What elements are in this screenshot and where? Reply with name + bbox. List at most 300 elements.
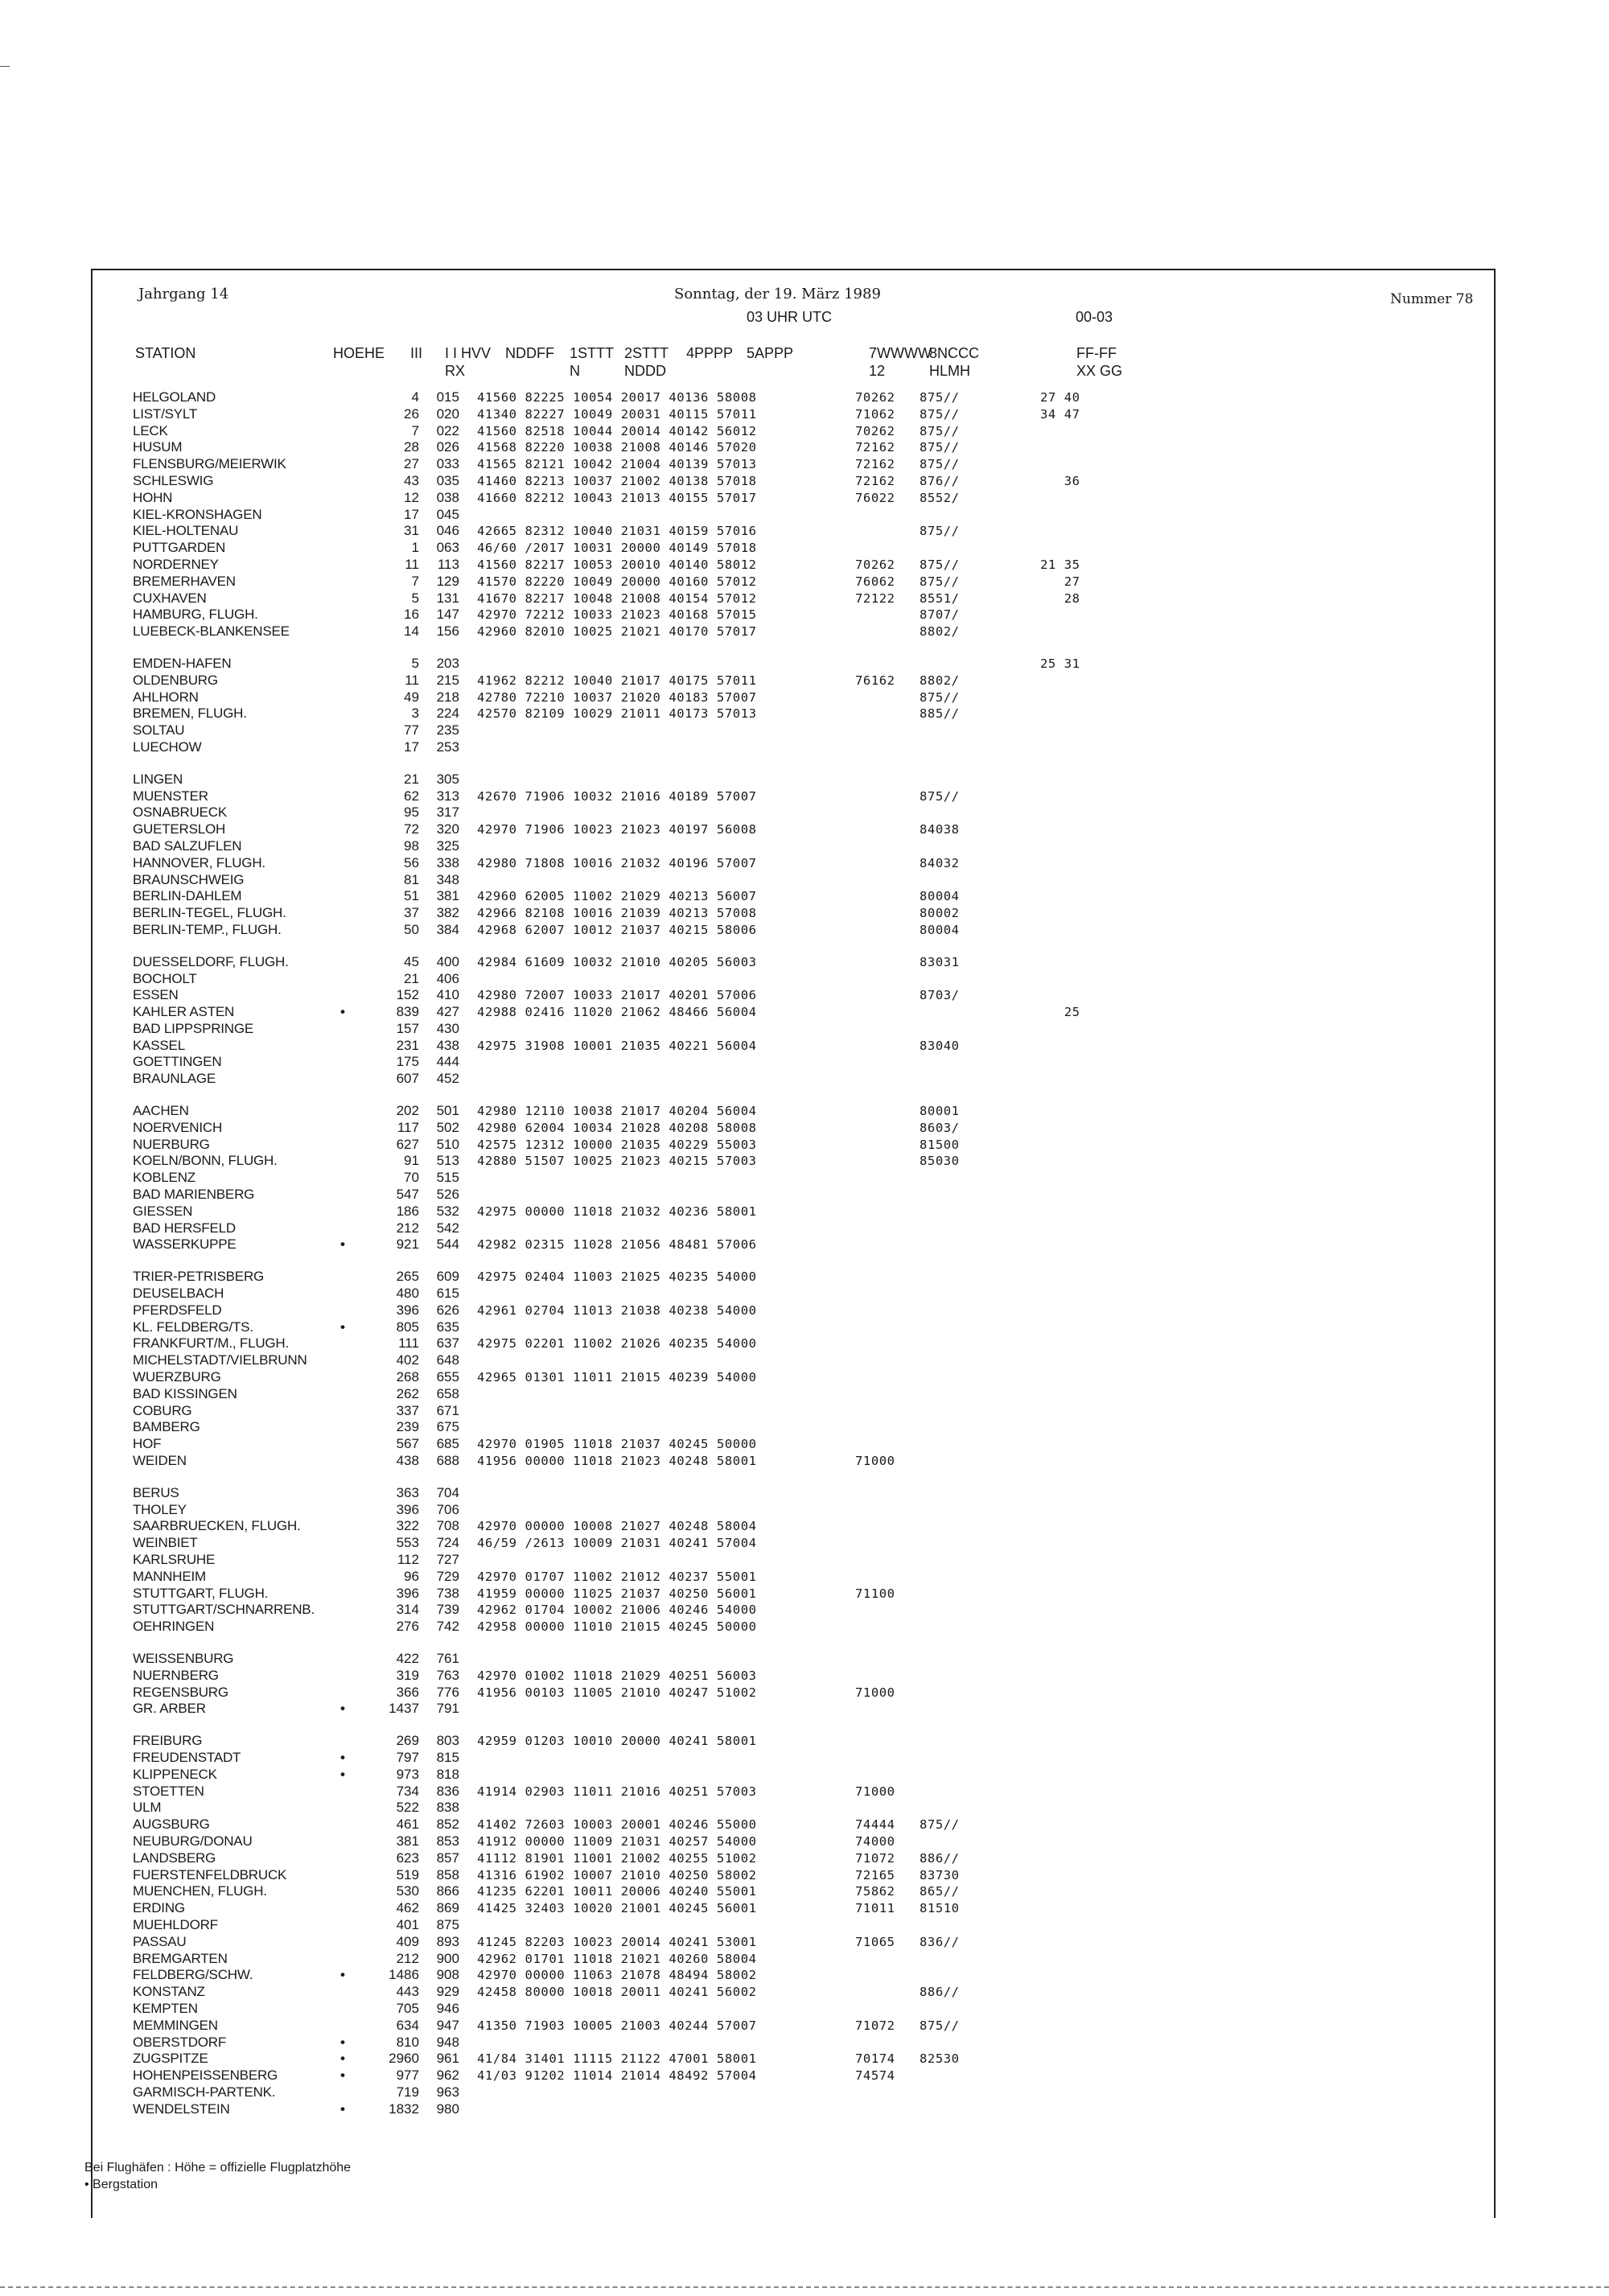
station-height: 480: [396, 1286, 419, 1302]
mountain-station-marker: [315, 1220, 371, 1237]
mountain-station-marker: [315, 1518, 371, 1535]
station-index: 761: [436, 1650, 459, 1666]
station-height: 522: [396, 1800, 419, 1816]
synop-groups: 42970 71906 10023 21023 40197 56008: [476, 822, 757, 837]
station-index: 313: [436, 788, 459, 804]
cloud-group: [920, 1733, 1016, 1750]
gust-group: [1016, 1120, 1105, 1137]
station-name: BAD SALZUFLEN: [133, 837, 242, 854]
gust-group: [1016, 838, 1105, 855]
station-height: 17: [404, 739, 419, 755]
gust-group: [1016, 1419, 1105, 1436]
table-row: [133, 855, 1105, 872]
station-name: KAHLER ASTEN: [133, 1004, 235, 1020]
synop-groups: 41670 82217 10048 21008 40154 57012: [476, 590, 757, 606]
synop-groups: 42570 82109 10029 21011 40173 57013: [476, 706, 757, 722]
mountain-station-marker: [315, 1569, 371, 1586]
table-row: [133, 1302, 1105, 1319]
station-name: STUTTGART/SCHNARRENB.: [133, 1602, 315, 1618]
station-name: FUERSTENFELDBRUCK: [133, 1866, 287, 1882]
gust-group: [1016, 1204, 1105, 1220]
station-height: 1832: [389, 2101, 419, 2117]
mountain-station-marker: [315, 1103, 371, 1120]
station-name: FREUDENSTADT: [133, 1749, 241, 1765]
mountain-station-marker: [315, 2001, 371, 2018]
cloud-group: [920, 1319, 1016, 1336]
mountain-station-marker: [315, 706, 371, 722]
table-row: [133, 1319, 1105, 1336]
station-height: 268: [396, 1369, 419, 1385]
weather-group: [855, 1619, 920, 1636]
cloud-group: [920, 2084, 1016, 2101]
weather-group: [855, 1733, 920, 1750]
group-spacer: [133, 1470, 1105, 1485]
synop-groups: 41402 72603 10003 20001 40246 55000: [476, 1817, 757, 1833]
mountain-station-marker: [315, 1917, 371, 1934]
mountain-station-marker: •: [339, 1766, 345, 1782]
gust-group: [1016, 1302, 1105, 1319]
cloud-group: 80004: [919, 922, 960, 937]
synop-groups: 41570 82220 10049 20000 40160 57012: [476, 574, 757, 589]
gust-group: [1016, 2051, 1105, 2068]
cloud-group: 83730: [919, 1867, 960, 1882]
mountain-station-marker: [315, 1453, 371, 1470]
gust-group: [1016, 2035, 1105, 2051]
station-height: 28: [404, 439, 419, 455]
synop-groups: 41235 62201 10011 20006 40240 55001: [476, 1884, 757, 1899]
table-row: [133, 1833, 1105, 1850]
station-name: STUTTGART, FLUGH.: [133, 1585, 269, 1601]
weather-group: [855, 1750, 920, 1767]
weather-group: [855, 1038, 920, 1055]
cloud-group: 875//: [919, 406, 960, 422]
station-height: 56: [404, 854, 419, 870]
station-name: NEUBURG/DONAU: [133, 1833, 253, 1849]
gust-group: [1016, 1352, 1105, 1369]
table-row: [133, 1403, 1105, 1420]
station-name: LUEBECK-BLANKENSEE: [133, 623, 290, 640]
synop-groups: 41340 82227 10049 20031 40115 57011: [476, 406, 757, 422]
cloud-group: [920, 1518, 1016, 1535]
station-height: 70: [404, 1170, 419, 1186]
table-row: [133, 1850, 1105, 1867]
cloud-group: 8802/: [919, 624, 960, 640]
group-spacer: [133, 1088, 1105, 1103]
station-index: 452: [436, 1071, 459, 1087]
station-height: 239: [396, 1419, 419, 1435]
station-height: 81: [404, 871, 419, 887]
gust-group: [1016, 1800, 1105, 1817]
cloud-group: [920, 1403, 1016, 1420]
station-index: 688: [436, 1453, 459, 1469]
station-index: 320: [436, 821, 459, 837]
station-index: 724: [436, 1535, 459, 1551]
mountain-station-marker: [315, 574, 371, 590]
synop-groups: [466, 1701, 855, 1718]
station-height: 21: [404, 771, 419, 787]
cloud-group: [920, 507, 1016, 524]
table-row: [133, 623, 1105, 640]
table-row: [133, 1453, 1105, 1470]
synop-groups: 42980 62004 10034 21028 40208 58008: [476, 1120, 757, 1135]
table-row: [133, 1485, 1105, 1502]
mountain-station-marker: [315, 739, 371, 756]
station-index: 763: [436, 1667, 459, 1683]
table-row: [133, 1369, 1105, 1386]
cloud-group: [920, 1386, 1016, 1403]
synop-groups: 41568 82220 10038 21008 40146 57020: [476, 440, 757, 455]
station-index: 338: [436, 854, 459, 870]
station-index: 675: [436, 1419, 459, 1435]
station-index: 948: [436, 2034, 459, 2050]
station-name: PFERDSFELD: [133, 1302, 222, 1318]
cloud-group: [920, 2035, 1016, 2051]
gust-group: [1016, 2084, 1105, 2101]
station-name: AUGSBURG: [133, 1817, 210, 1833]
synop-groups: 42982 02315 11028 21056 48481 57006: [476, 1237, 757, 1253]
station-name: MANNHEIM: [133, 1568, 206, 1584]
cloud-group: [920, 1220, 1016, 1237]
station-name: PUTTGARDEN: [133, 540, 226, 556]
gust-group: [1016, 1386, 1105, 1403]
gust-group: [1016, 1733, 1105, 1750]
gust-group: [1016, 1286, 1105, 1302]
station-height: 567: [396, 1436, 419, 1452]
mountain-station-marker: [315, 1302, 371, 1319]
gust-group: [1016, 523, 1105, 540]
synop-groups: [466, 1021, 855, 1038]
station-name: FREIBURG: [133, 1733, 203, 1749]
column-header-5appp: 5APPP: [747, 345, 794, 361]
weather-group: 72165: [854, 1867, 895, 1882]
station-name: KLIPPENECK: [133, 1766, 217, 1782]
station-index: 022: [436, 422, 459, 438]
weather-group: [855, 2101, 920, 2118]
table-row: [133, 1934, 1105, 1951]
weather-group: [855, 1137, 920, 1154]
cloud-group: [920, 1453, 1016, 1470]
cloud-group: [920, 1436, 1016, 1453]
station-height: 5: [411, 590, 419, 606]
gust-group: [1016, 1784, 1105, 1800]
cloud-group: 875//: [919, 689, 960, 705]
station-table: [133, 389, 1105, 2118]
table-row: [133, 1352, 1105, 1369]
table-row: [133, 722, 1105, 739]
table-row: [133, 1767, 1105, 1784]
weather-group: [855, 1103, 920, 1120]
station-height: 396: [396, 1585, 419, 1601]
gust-group: [1016, 1335, 1105, 1352]
mountain-station-marker: [315, 507, 371, 524]
station-name: KIEL-HOLTENAU: [133, 523, 239, 539]
station-height: 366: [396, 1684, 419, 1700]
weather-group: [855, 1335, 920, 1352]
cloud-group: 875//: [919, 574, 960, 589]
gust-group: 36: [1039, 473, 1080, 488]
mountain-station-marker: [315, 1502, 371, 1519]
mountain-station-marker: [315, 1386, 371, 1403]
synop-groups: 41962 82212 10040 21017 40175 57011: [476, 673, 757, 688]
gust-group: [1016, 1369, 1105, 1386]
gust-group: [1016, 540, 1105, 557]
table-row: [133, 821, 1105, 838]
station-name: OLDENBURG: [133, 672, 218, 688]
gust-group: [1016, 888, 1105, 905]
station-height: 438: [396, 1453, 419, 1469]
station-name: BERUS: [133, 1484, 179, 1500]
station-height: 623: [396, 1850, 419, 1866]
station-index: 510: [436, 1136, 459, 1152]
station-height: 973: [396, 1766, 419, 1782]
station-index: 348: [436, 871, 459, 887]
weather-group: 76162: [854, 673, 895, 688]
gust-group: [1016, 954, 1105, 971]
table-row: [133, 2101, 1105, 2118]
station-name: BAD KISSINGEN: [133, 1385, 237, 1401]
column-header-8nccc: 8NCCC HLMH: [929, 345, 980, 379]
mountain-station-marker: [315, 406, 371, 423]
station-index: 038: [436, 489, 459, 505]
station-name: BOCHOLT: [133, 970, 197, 986]
station-height: 17: [404, 506, 419, 522]
table-row: [133, 1883, 1105, 1900]
cloud-group: [920, 1784, 1016, 1800]
table-row: [133, 523, 1105, 540]
weather-group: [855, 722, 920, 739]
station-name: WUERZBURG: [133, 1369, 221, 1385]
station-index: 706: [436, 1501, 459, 1517]
table-row: [133, 1170, 1105, 1187]
weather-group: [855, 788, 920, 805]
table-row: [133, 1651, 1105, 1668]
table-row: [133, 590, 1105, 607]
station-height: 175: [396, 1054, 419, 1070]
column-header-ihvv: I I HVV RX: [445, 345, 492, 379]
station-name: ESSEN: [133, 987, 179, 1003]
table-row: [133, 2035, 1105, 2051]
gust-group: [1016, 1137, 1105, 1154]
weather-group: 72162: [854, 440, 895, 455]
cloud-group: [920, 2101, 1016, 2118]
weather-group: [855, 1153, 920, 1170]
gust-group: [1016, 1867, 1105, 1884]
gust-group: [1016, 1453, 1105, 1470]
mountain-station-marker: •: [339, 2068, 345, 2084]
mountain-station-marker: [315, 1984, 371, 2001]
weather-group: [855, 1651, 920, 1668]
weather-group: 71065: [854, 1934, 895, 1949]
mountain-station-marker: [315, 821, 371, 838]
cloud-group: [920, 1586, 1016, 1603]
mountain-station-marker: [315, 905, 371, 922]
cloud-group: [920, 1054, 1016, 1071]
weather-group: [855, 971, 920, 988]
station-index: 836: [436, 1783, 459, 1799]
gust-group: 28: [1039, 590, 1080, 606]
station-index: 218: [436, 689, 459, 705]
gust-group: [1016, 1038, 1105, 1055]
table-row: [133, 2084, 1105, 2101]
weather-group: [855, 1984, 920, 2001]
weather-group: [855, 656, 920, 673]
mountain-station-marker: [315, 2018, 371, 2035]
weather-group: 71000: [854, 1685, 895, 1700]
synop-groups: 42988 02416 11020 21062 48466 56004: [476, 1005, 757, 1020]
table-row: [133, 1120, 1105, 1137]
table-row: [133, 490, 1105, 507]
weather-group: [855, 855, 920, 872]
mountain-station-marker: [315, 1369, 371, 1386]
table-row: [133, 872, 1105, 889]
gust-group: [1016, 872, 1105, 889]
table-row: [133, 971, 1105, 988]
weather-group: [855, 1236, 920, 1253]
group-spacer: [133, 1636, 1105, 1651]
cloud-group: [920, 1204, 1016, 1220]
gust-group: [1016, 1750, 1105, 1767]
station-index: 791: [436, 1701, 459, 1717]
synop-groups: [466, 1187, 855, 1204]
mountain-station-marker: •: [339, 1967, 345, 1983]
station-index: 875: [436, 1916, 459, 1932]
station-name: GR. ARBER: [133, 1701, 206, 1717]
synop-groups: 41956 00103 11005 21010 40247 51002: [476, 1685, 757, 1700]
station-height: 797: [396, 1749, 419, 1765]
gust-group: [1016, 1701, 1105, 1718]
synop-groups: [466, 2084, 855, 2101]
mountain-station-marker: [315, 1619, 371, 1636]
station-index: 444: [436, 1054, 459, 1070]
station-height: 77: [404, 722, 419, 739]
weather-group: [855, 872, 920, 889]
mountain-station-marker: [315, 1153, 371, 1170]
station-name: BREMERHAVEN: [133, 573, 236, 589]
cloud-group: [920, 1602, 1016, 1619]
gust-group: [1016, 1071, 1105, 1088]
synop-groups: 42975 02201 11002 21026 40235 54000: [476, 1336, 757, 1352]
mountain-station-marker: •: [339, 1319, 345, 1335]
station-index: 963: [436, 2084, 459, 2100]
gust-group: [1016, 623, 1105, 640]
table-row: [133, 1153, 1105, 1170]
cloud-group: [920, 1335, 1016, 1352]
gust-group: [1016, 1984, 1105, 2001]
station-index: 946: [436, 2000, 459, 2016]
mountain-station-marker: •: [339, 2034, 345, 2050]
station-index: 156: [436, 623, 459, 640]
cloud-group: 81510: [919, 1901, 960, 1916]
margin-mark: [0, 66, 10, 67]
station-index: 544: [436, 1236, 459, 1253]
mountain-station-marker: [315, 1800, 371, 1817]
station-name: KEMPTEN: [133, 2000, 198, 2016]
mountain-station-marker: [315, 1733, 371, 1750]
synop-groups: 42970 72212 10033 21023 40168 57015: [476, 607, 757, 623]
station-height: 2960: [389, 2051, 419, 2067]
volume-label: Jahrgang 14: [138, 286, 229, 302]
mountain-station-marker: [315, 1286, 371, 1302]
weather-group: 71072: [854, 1850, 895, 1866]
gust-group: [1016, 855, 1105, 872]
gust-group: [1016, 2068, 1105, 2084]
station-name: MUENCHEN, FLUGH.: [133, 1883, 267, 1899]
station-index: 501: [436, 1103, 459, 1119]
mountain-station-marker: [315, 1784, 371, 1800]
table-row: [133, 1386, 1105, 1403]
station-index: 400: [436, 953, 459, 969]
station-name: EMDEN-HAFEN: [133, 655, 232, 671]
mountain-station-marker: [315, 607, 371, 623]
synop-groups: [466, 1220, 855, 1237]
station-name: CUXHAVEN: [133, 590, 207, 606]
station-height: 1486: [389, 1967, 419, 1983]
weather-group: [855, 1302, 920, 1319]
station-height: 705: [396, 2000, 419, 2016]
station-index: 858: [436, 1866, 459, 1882]
cloud-group: [920, 1701, 1016, 1718]
mountain-station-marker: [315, 689, 371, 706]
synop-groups: 42958 00000 11010 21015 40245 50000: [476, 1619, 757, 1635]
station-index: 203: [436, 655, 459, 671]
synop-groups: [466, 1502, 855, 1519]
station-name: BRAUNLAGE: [133, 1071, 216, 1087]
cloud-group: 8551/: [919, 590, 960, 606]
gust-group: [1016, 772, 1105, 788]
mountain-station-marker: [315, 1535, 371, 1552]
station-name: AACHEN: [133, 1103, 189, 1119]
station-name: NOERVENICH: [133, 1119, 223, 1135]
station-index: 406: [436, 970, 459, 986]
gust-group: [1016, 1619, 1105, 1636]
cloud-group: [920, 1269, 1016, 1286]
weather-group: [855, 1054, 920, 1071]
station-name: SOLTAU: [133, 722, 185, 739]
gust-group: [1016, 1967, 1105, 1984]
station-index: 637: [436, 1335, 459, 1352]
station-index: 526: [436, 1187, 459, 1203]
station-height: 111: [398, 1335, 419, 1352]
table-row: [133, 1535, 1105, 1552]
station-height: 7: [411, 422, 419, 438]
cloud-group: 8703/: [919, 988, 960, 1003]
mountain-station-marker: [315, 1335, 371, 1352]
weather-group: [855, 1386, 920, 1403]
table-row: [133, 1619, 1105, 1636]
mountain-station-marker: [315, 772, 371, 788]
table-row: [133, 1552, 1105, 1569]
table-row: [133, 673, 1105, 689]
station-index: 655: [436, 1369, 459, 1385]
station-height: 212: [396, 1220, 419, 1236]
station-index: 893: [436, 1933, 459, 1949]
station-name: WEIDEN: [133, 1453, 187, 1469]
table-row: [133, 2001, 1105, 2018]
synop-groups: 42960 62005 11002 21029 40213 56007: [476, 889, 757, 904]
weather-group: [855, 1436, 920, 1453]
gust-group: [1016, 1502, 1105, 1519]
station-index: 235: [436, 722, 459, 739]
synop-groups: 42458 80000 10018 20011 40241 56002: [476, 1985, 757, 2000]
station-index: 908: [436, 1967, 459, 1983]
gust-group: [1016, 2001, 1105, 2018]
station-index: 635: [436, 1319, 459, 1335]
weather-group: 74444: [854, 1817, 895, 1833]
table-row: [133, 1518, 1105, 1535]
station-height: 314: [396, 1602, 419, 1618]
station-index: 609: [436, 1269, 459, 1285]
table-row: [133, 656, 1105, 673]
